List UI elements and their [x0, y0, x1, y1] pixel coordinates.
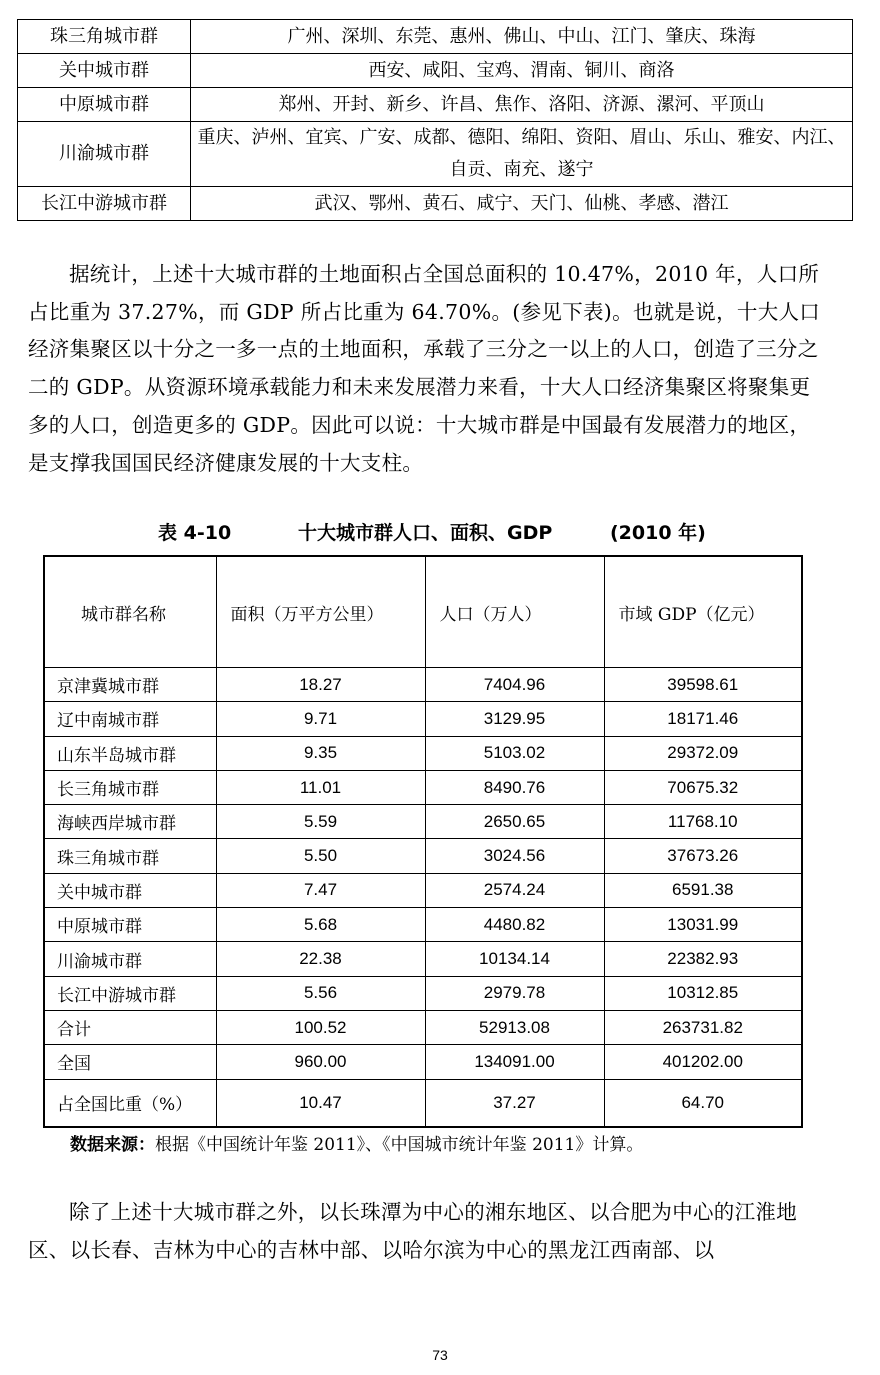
- value-cell: 9.71: [216, 702, 425, 736]
- city-group-name: 关中城市群: [18, 54, 191, 88]
- table-row: [44, 1045, 802, 1079]
- table-number: 表 4-10: [158, 522, 232, 544]
- value-cell: 2650.65: [425, 805, 604, 839]
- value-cell: 5.50: [216, 839, 425, 873]
- value-cell: 263731.82: [604, 1010, 802, 1044]
- table-header-row: [44, 556, 802, 668]
- table-row: [44, 770, 802, 804]
- table-row: [18, 88, 853, 122]
- value-cell: 29372.09: [604, 736, 802, 770]
- value-cell: 37673.26: [604, 839, 802, 873]
- value-cell: 37.27: [425, 1079, 604, 1127]
- row-label-cell: 中原城市群: [44, 908, 216, 942]
- table-row: [18, 54, 853, 88]
- city-group-members-table: [17, 19, 853, 221]
- row-label-cell: 合计: [44, 1010, 216, 1044]
- value-cell: 7404.96: [425, 668, 604, 702]
- value-cell: 7.47: [216, 873, 425, 907]
- row-label-cell: 占全国比重（%）: [44, 1079, 216, 1127]
- value-cell: 52913.08: [425, 1010, 604, 1044]
- value-cell: 18171.46: [604, 702, 802, 736]
- table-row: [44, 873, 802, 907]
- table-row: [44, 736, 802, 770]
- value-cell: 134091.00: [425, 1045, 604, 1079]
- data-source-note: [70, 1130, 643, 1155]
- city-group-name: 长江中游城市群: [18, 187, 191, 221]
- value-cell: 5.56: [216, 976, 425, 1010]
- value-cell: 70675.32: [604, 770, 802, 804]
- value-cell: 10.47: [216, 1079, 425, 1127]
- column-header: 城市群名称: [44, 556, 216, 668]
- value-cell: 401202.00: [604, 1045, 802, 1079]
- table-row: [18, 187, 853, 221]
- value-cell: 3024.56: [425, 839, 604, 873]
- row-label-cell: 川渝城市群: [44, 942, 216, 976]
- column-header: 面积（万平方公里）: [216, 556, 425, 668]
- city-group-cities: 武汉、鄂州、黄石、咸宁、天门、仙桃、孝感、潜江: [191, 187, 853, 221]
- value-cell: 13031.99: [604, 908, 802, 942]
- value-cell: 10312.85: [604, 976, 802, 1010]
- value-cell: 3129.95: [425, 702, 604, 736]
- row-label-cell: 山东半岛城市群: [44, 736, 216, 770]
- source-text: 根据《中国统计年鉴 2011》、《中国城市统计年鉴 2011》计算。: [155, 1135, 644, 1155]
- table-row: [18, 122, 853, 187]
- row-label-cell: 辽中南城市群: [44, 702, 216, 736]
- value-cell: 5.59: [216, 805, 425, 839]
- table-year: (2010 年): [610, 522, 706, 544]
- table-row: [44, 702, 802, 736]
- value-cell: 11.01: [216, 770, 425, 804]
- value-cell: 2574.24: [425, 873, 604, 907]
- city-group-cities: 广州、深圳、东莞、惠州、佛山、中山、江门、肇庆、珠海: [191, 20, 853, 54]
- table-row: [44, 942, 802, 976]
- table-row: [44, 908, 802, 942]
- value-cell: 9.35: [216, 736, 425, 770]
- value-cell: 64.70: [604, 1079, 802, 1127]
- table-row: [44, 1010, 802, 1044]
- body-paragraph: 据统计，上述十大城市群的土地面积占全国总面积的 10.47%，2010 年，人口所占比重为 37.27%，而 GDP 所占比重为 64.70%。(参见下表)。也就是说，十大人口经济集聚区以十分之一多一点的土地面积，承载了三分之一以上的人口，创造了三分之二的 GDP。从资源环境承载能力和未来发展潜力来看，十大人口经济集聚区将聚集更多的人口，创造更多的 GDP。因此可以说：十大城市群是中国最有发展潜力的地区，是支撑我国国民经济健康发展的十大支柱。: [28, 262, 821, 475]
- city-group-statistics-table: [43, 555, 803, 1128]
- city-group-cities: 西安、咸阳、宝鸡、渭南、铜川、商洛: [191, 54, 853, 88]
- value-cell: 22.38: [216, 942, 425, 976]
- row-label-cell: 京津冀城市群: [44, 668, 216, 702]
- table-row: [18, 20, 853, 54]
- value-cell: 100.52: [216, 1010, 425, 1044]
- city-group-name: 川渝城市群: [18, 122, 191, 187]
- table-body: [44, 668, 802, 1127]
- value-cell: 2979.78: [425, 976, 604, 1010]
- value-cell: 10134.14: [425, 942, 604, 976]
- value-cell: 960.00: [216, 1045, 425, 1079]
- value-cell: 4480.82: [425, 908, 604, 942]
- row-label-cell: 全国: [44, 1045, 216, 1079]
- column-header: 人口（万人）: [425, 556, 604, 668]
- value-cell: 5.68: [216, 908, 425, 942]
- value-cell: 5103.02: [425, 736, 604, 770]
- value-cell: 18.27: [216, 668, 425, 702]
- page-number: 73: [432, 1347, 448, 1363]
- table-row: [44, 1079, 802, 1127]
- table-row: [44, 976, 802, 1010]
- column-header: 市域 GDP（亿元）: [604, 556, 802, 668]
- row-label-cell: 长江中游城市群: [44, 976, 216, 1010]
- table-row: [44, 805, 802, 839]
- city-group-cities: 重庆、泸州、宜宾、广安、成都、德阳、绵阳、资阳、眉山、乐山、雅安、内江、自贡、南充、遂宁: [191, 122, 853, 187]
- source-label: 数据来源：: [70, 1135, 155, 1155]
- table-row: [44, 839, 802, 873]
- row-label-cell: 关中城市群: [44, 873, 216, 907]
- row-label-cell: 海峡西岸城市群: [44, 805, 216, 839]
- row-label-cell: 长三角城市群: [44, 770, 216, 804]
- body-paragraph: 除了上述十大城市群之外，以长珠潭为中心的湘东地区、以合肥为中心的江淮地区、以长春、吉林为中心的吉林中部、以哈尔滨为中心的黑龙江西南部、以: [28, 1200, 797, 1262]
- value-cell: 39598.61: [604, 668, 802, 702]
- city-group-name: 中原城市群: [18, 88, 191, 122]
- row-label-cell: 珠三角城市群: [44, 839, 216, 873]
- table-row: [44, 668, 802, 702]
- table-title: 十大城市群人口、面积、GDP: [298, 522, 553, 544]
- city-group-name: 珠三角城市群: [18, 20, 191, 54]
- city-group-cities: 郑州、开封、新乡、许昌、焦作、洛阳、济源、漯河、平顶山: [191, 88, 853, 122]
- value-cell: 22382.93: [604, 942, 802, 976]
- value-cell: 6591.38: [604, 873, 802, 907]
- value-cell: 8490.76: [425, 770, 604, 804]
- value-cell: 11768.10: [604, 805, 802, 839]
